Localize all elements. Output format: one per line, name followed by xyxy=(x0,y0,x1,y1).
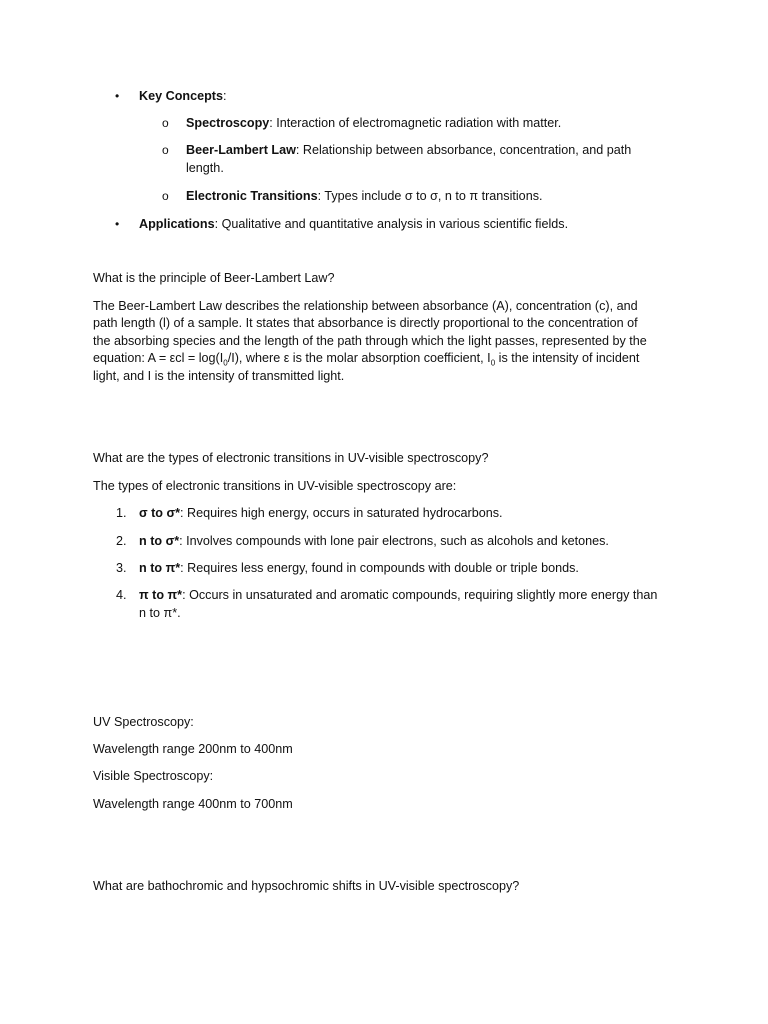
bullet: • xyxy=(115,89,120,103)
key-concepts-colon: : xyxy=(222,89,227,103)
question-electronic-transitions: What are the types of electronic transitions in UV-visible spectroscopy? xyxy=(93,451,489,465)
answer-equation-line xyxy=(93,350,639,367)
answer-line: the absorbing species and the length of the path through which the light passes, represented by the xyxy=(93,334,647,348)
sub-bullet: o xyxy=(162,189,169,203)
uv-range: Wavelength range 200nm to 400nm xyxy=(93,742,293,756)
list-number: 2. xyxy=(116,534,127,548)
answer-intro: The types of electronic transitions in UV-visible spectroscopy are: xyxy=(93,479,457,493)
list-item xyxy=(139,587,657,604)
question-shifts: What are bathochromic and hypsochromic shifts in UV-visible spectroscopy? xyxy=(93,879,520,893)
visible-label: Visible Spectroscopy: xyxy=(93,769,214,783)
equation-part: is the intensity of incident xyxy=(495,351,640,365)
term: n to π* xyxy=(139,561,181,575)
term: n to σ* xyxy=(139,534,180,548)
list-number: 1. xyxy=(116,506,127,520)
definition: : Involves compounds with lone pair electrons, such as alcohols and ketones. xyxy=(179,534,609,548)
list-item xyxy=(139,533,609,550)
definition: : Requires high energy, occurs in saturated hydrocarbons. xyxy=(180,506,503,520)
equation-part: /I), where ε is the molar absorption coefficient, I xyxy=(227,351,491,365)
definition-continuation: n to π*. xyxy=(139,606,181,620)
subscript: 0 xyxy=(490,358,496,368)
applications-label: Applications xyxy=(139,217,215,231)
answer-line: light, and I is the intensity of transmitted light. xyxy=(93,369,345,383)
sub-bullet: o xyxy=(162,143,169,157)
term: σ to σ* xyxy=(139,506,181,520)
term: Electronic Transitions xyxy=(186,189,318,203)
key-concepts-heading xyxy=(139,88,226,105)
applications-text: : Qualitative and quantitative analysis in various scientific fields. xyxy=(214,217,569,231)
key-concepts-label: Key Concepts xyxy=(139,89,223,103)
question-beer-lambert: What is the principle of Beer-Lambert Law? xyxy=(93,271,335,285)
list-item xyxy=(186,188,543,205)
definition: : Requires less energy, found in compounds with double or triple bonds. xyxy=(180,561,579,575)
definition: : Occurs in unsaturated and aromatic compounds, requiring slightly more energy than xyxy=(182,588,658,602)
list-item xyxy=(186,115,561,132)
definition-continuation: length. xyxy=(186,161,224,175)
applications-item xyxy=(139,216,568,233)
subscript: 0 xyxy=(223,358,228,368)
definition: : Relationship between absorbance, concentration, and path xyxy=(295,143,632,157)
definition: : Types include σ to σ, n to π transitions. xyxy=(317,189,543,203)
sub-bullet: o xyxy=(162,116,169,130)
bullet: • xyxy=(115,217,120,231)
list-number: 4. xyxy=(116,588,127,602)
list-item xyxy=(139,560,579,577)
answer-line: path length (l) of a sample. It states that absorbance is directly proportional to the concentration of xyxy=(93,316,638,330)
list-item xyxy=(186,142,631,159)
uv-label: UV Spectroscopy: xyxy=(93,715,194,729)
term: π to π* xyxy=(139,588,183,602)
answer-line: The Beer-Lambert Law describes the relationship between absorbance (A), concentration (c), and xyxy=(93,299,638,313)
list-item xyxy=(139,505,503,522)
visible-range: Wavelength range 400nm to 700nm xyxy=(93,797,293,811)
term: Beer-Lambert Law xyxy=(186,143,296,157)
list-number: 3. xyxy=(116,561,127,575)
equation-part: equation: A = εcl = log(I xyxy=(93,351,224,365)
term: Spectroscopy xyxy=(186,116,270,130)
definition: : Interaction of electromagnetic radiation with matter. xyxy=(269,116,562,130)
